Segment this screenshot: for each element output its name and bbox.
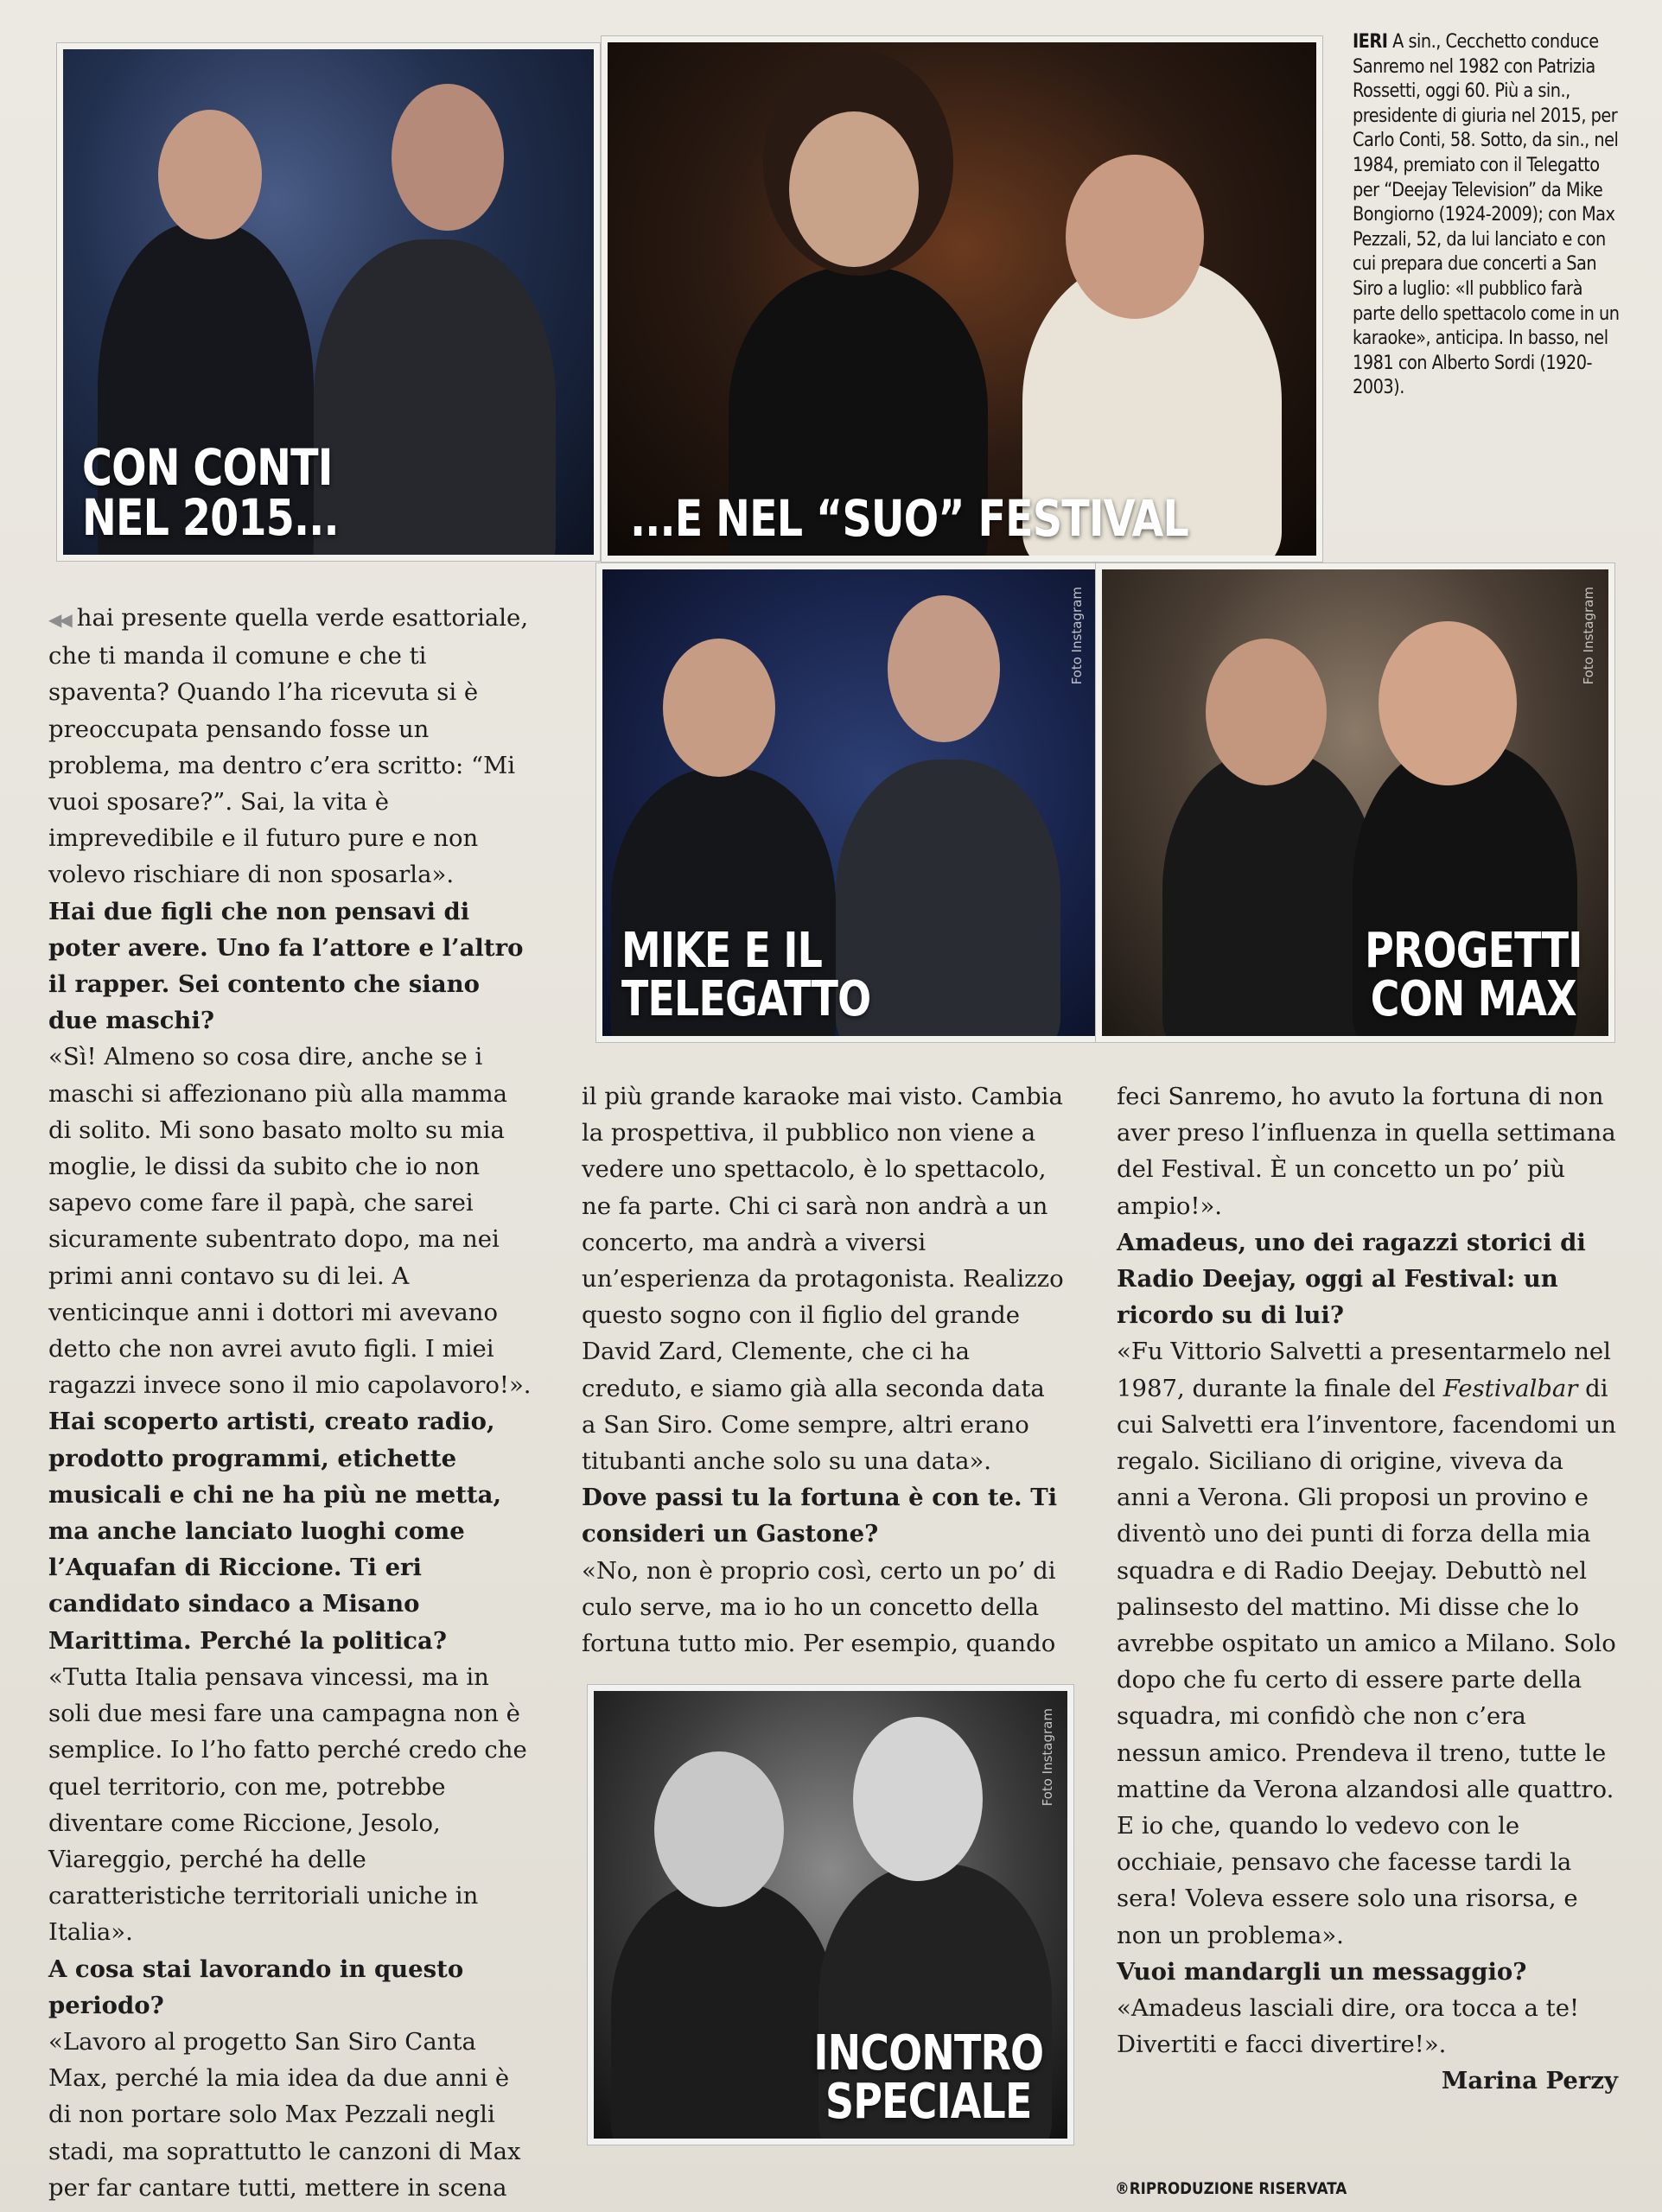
caption-line: CON MAX [1371, 971, 1577, 1027]
article-column-2 [582, 1078, 1066, 1662]
question: Dove passi tu la fortuna è con te. Ti consideri un Gastone? [582, 1484, 1058, 1548]
question: Hai due figli che non pensavi di poter avere. Uno fa l’attore e l’altro il rapper. Sei contento che siano due maschi? [48, 897, 524, 1035]
answer: «Sì! Almeno so cosa dire, anche se i maschi si affezionano più alla mamma di solito. Mi sono basato molto su mia moglie, le dissi da subito che io non sapevo come fare il papà, che sarei sicuramente subentrato dopo, ma nei primi anni contavo su di lei. A venticinque anni i dottori mi avevano detto che non avrei avuto figli. I miei ragazzi invece sono il mio capolavoro!». [48, 1043, 532, 1400]
answer: «Lavoro al progetto San Siro Canta Max, perché la mia idea da due anni è di non portare solo Max Pezzali negli stadi, ma soprattutto le canzoni di Max per far cantare tutti, mettere in scena [48, 2027, 521, 2202]
photo-progetti-max [1096, 563, 1614, 1042]
photo-credit: Foto Instagram [1581, 587, 1596, 685]
question: Hai scoperto artisti, creato radio, prodotto programmi, etichette musicali e chi ne ha più ne metta, ma anche lanciato luoghi come l’Aquafan di Riccione. Ti eri candidato sindaco a Misano Marittima. Perché la politica? [48, 1408, 502, 1655]
answer [1117, 1333, 1618, 1953]
answer: il più grande karaoke mai visto. Cambia la prospettiva, il pubblico non viene a vedere uno spettacolo, è lo spettacolo, ne fa parte. Chi ci sarà non andrà a un concerto, ma andrà a viversi un’esperienza da protagonista. Realizzo questo sogno con il figlio del grande David Zard, Clemente, che ci ha creduto, e siamo già alla seconda data a San Siro. Come sempre, altri erano titubanti anche solo su una data». [582, 1083, 1064, 1476]
article-column-3 [1117, 1078, 1618, 2100]
author-signature: Marina Perzy [1441, 2067, 1618, 2095]
answer-text: «Fu Vittorio Salvetti a presentarmelo nel 1987, durante la finale del [1117, 1338, 1611, 1402]
caption-lead: IERI [1353, 30, 1388, 53]
caption-line: NEL 2015... [82, 488, 339, 547]
photo-credit: Foto Instagram [1069, 587, 1085, 685]
question: Amadeus, uno dei ragazzi storici di Radio Deejay, oggi al Festival: un ricordo su di lui? [1117, 1228, 1586, 1330]
answer: «Amadeus lasciali dire, ora tocca a te! Divertiti e facci divertire!». [1117, 1994, 1580, 2059]
caption-line: SPECIALE [825, 2074, 1032, 2130]
photo-conti-2015 [57, 43, 600, 561]
caption-line: CON CONTI [82, 438, 333, 497]
paragraph: hai presente quella verde esattoriale, che ti manda il comune e che ti spaventa? Quando l’ha ricevuta si è preoccupata pensando fosse un problema, ma dentro c’era scritto: “Mi vuoi sposare?”. Sai, la vita è imprevedibile e il futuro pure e non volevo rischiare di non sposarla». [48, 604, 529, 889]
caption-line: MIKE E IL [621, 923, 823, 979]
caption-line: ...E NEL “SUO” FESTIVAL [630, 489, 1188, 548]
photo-festival [602, 36, 1322, 562]
photo-incontro-speciale [588, 1685, 1073, 2145]
article-column-1 [48, 600, 537, 2206]
caption-line: TELEGATTO [621, 971, 871, 1027]
copyright-notice: ®RIPRODUZIONE RISERVATA [1115, 2179, 1347, 2198]
photo-caption-ieri [1353, 29, 1621, 400]
caption-line: INCONTRO [813, 2025, 1043, 2082]
question: A cosa stai lavorando in questo periodo? [48, 1955, 464, 2019]
photo-credit: Foto Instagram [1040, 1708, 1055, 1807]
answer: «Tutta Italia pensava vincessi, ma in soli due mesi fare una campagna non è semplice. Io l’ho fatto perché credo che quel territorio, con me, potrebbe diventare come Riccione, Jesolo, Viareggio, perché ha delle caratteristiche territoriali uniche in Italia». [48, 1662, 527, 1947]
caption-text: A sin., Cecchetto conduce Sanremo nel 1982 con Patrizia Rossetti, oggi 60. Più a sin., presidente di giuria nel 2015, per Carlo Conti, 58. Sotto, da sin., nel 1984, premiato con il Telegatto per “Deejay Television” da Mike Bongiorno (1924-2009); con Max Pezzali, 52, da lui lanciato e con cui prepara due concerti a San Siro a luglio: «Il pubblico farà parte dello spettacolo come in un karaoke», anticipa. In basso, nel 1981 con Alberto Sordi (1920-2003). [1353, 30, 1620, 399]
answer-text: di cui Salvetti era l’inventore, facendomi un regalo. Siciliano di origine, viveva da anni a Verona. Gli proposi un provino e diventò uno dei punti di forza della mia squadra e di Radio Deejay. Debuttò nel palinsesto del mattino. Mi disse che lo avrebbe ospitato un amico a Milano. Solo dopo che fu certo di essere parte della squadra, mi confidò che non c’era nessun amico. Prendeva il treno, tutte le mattine da Verona alzandosi alle quattro. E io che, quando lo vedevo con le occhiaie, pensavo che facesse tardi la sera! Voleva essere solo una risorsa, e non un problema». [1117, 1374, 1616, 1949]
festivalbar-italic: Festivalbar [1442, 1374, 1578, 1402]
continuation-marker: ◀◀ [48, 609, 70, 630]
answer: «No, non è proprio così, certo un po’ di culo serve, ma io ho un concetto della fortuna tutto mio. Per esempio, quando [582, 1556, 1056, 1658]
question: Vuoi mandargli un messaggio? [1117, 1957, 1527, 1986]
photo-mike-telegatto [596, 563, 1103, 1042]
answer: feci Sanremo, ho avuto la fortuna di non aver preso l’influenza in quella settimana del Festival. È un concetto un po’ più ampio!». [1117, 1083, 1616, 1220]
caption-line: PROGETTI [1365, 923, 1582, 979]
